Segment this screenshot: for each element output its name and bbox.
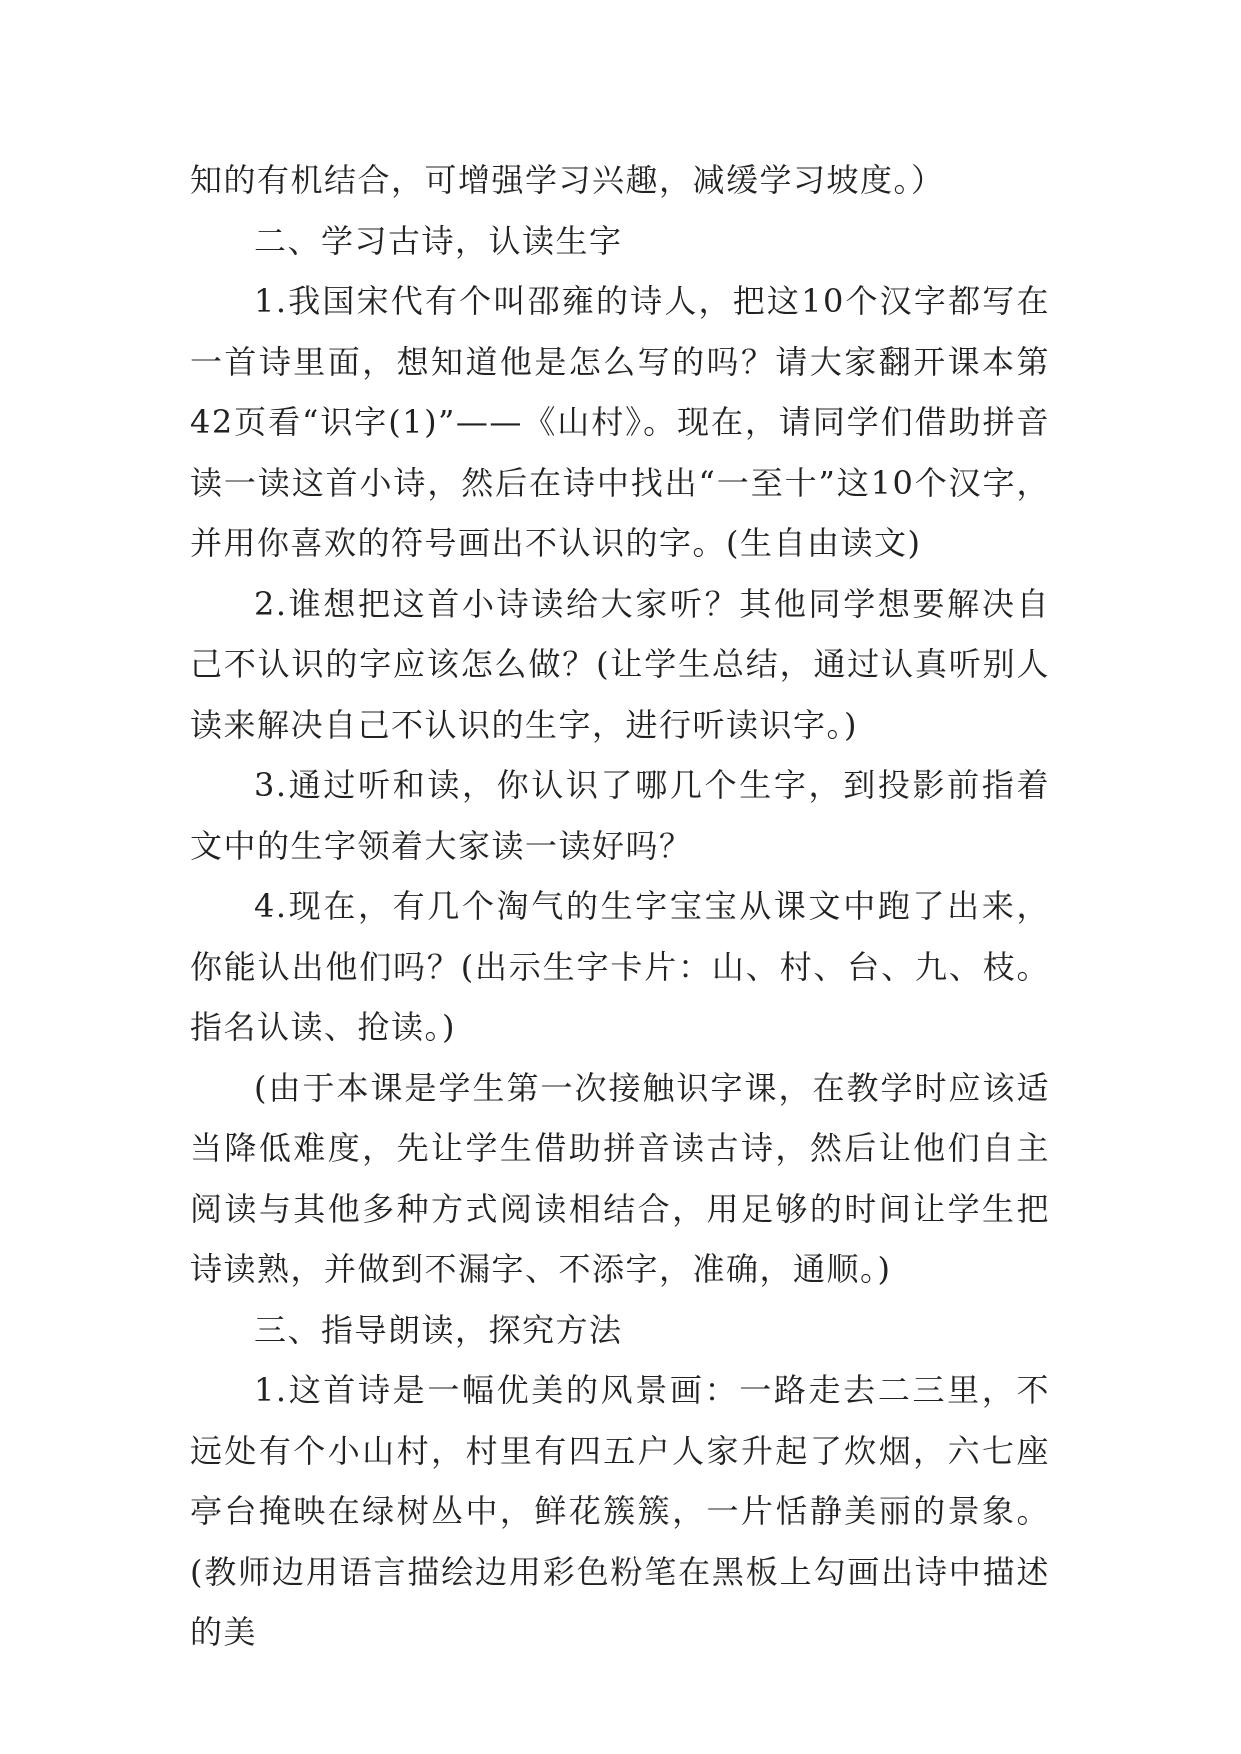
paragraph-item-1-section-three: 1.这首诗是一幅优美的风景画：一路走去二三里，不远处有个小山村，村里有四五户人家升起了炊烟，六七座亭台掩映在绿树丛中，鲜花簇簇，一片恬静美丽的景象。(教师边用语言描绘边用彩色粉笔在黑板上勾画出诗中描述的美 <box>190 1371 1050 1651</box>
document-page <box>190 150 1050 1651</box>
section-heading-three: 三、指导朗读，探究方法 <box>254 1310 623 1349</box>
paragraph-item-4: 4.现在，有几个淘气的生字宝宝从课文中跑了出来，你能认出他们吗？(出示生字卡片：山、村、台、九、枝。指名认读、抢读。) <box>190 887 1050 1046</box>
paragraph-continuation: 知的有机结合，可增强学习兴趣，减缓学习坡度。） <box>190 161 945 199</box>
section-heading-two: 二、学习古诗，认读生字 <box>254 221 623 260</box>
paragraph-item-3: 3.通过听和读，你认识了哪几个生字，到投影前指着文中的生字领着大家读一读好吗？ <box>190 766 1050 865</box>
paragraph-note: (由于本课是学生第一次接触识字课，在教学时应该适当降低难度，先让学生借助拼音读古诗，然后让他们自主阅读与其他多种方式阅读相结合，用足够的时间让学生把诗读熟，并做到不漏字、不添字，准确，通顺。) <box>190 1068 1050 1288</box>
paragraph-item-1: 1.我国宋代有个叫邵雍的诗人，把这10个汉字都写在一首诗里面，想知道他是怎么写的吗？请大家翻开课本第42页看“识字(1)”——《山村》。现在，请同学们借助拼音读一读这首小诗，然后在诗中找出“一至十”这10个汉字，并用你喜欢的符号画出不认识的字。(生自由读文) <box>190 282 1050 562</box>
paragraph-item-2: 2.谁想把这首小诗读给大家听？其他同学想要解决自己不认识的字应该怎么做？(让学生总结，通过认真听别人读来解决自己不认识的生字，进行听读识字。) <box>190 584 1050 744</box>
